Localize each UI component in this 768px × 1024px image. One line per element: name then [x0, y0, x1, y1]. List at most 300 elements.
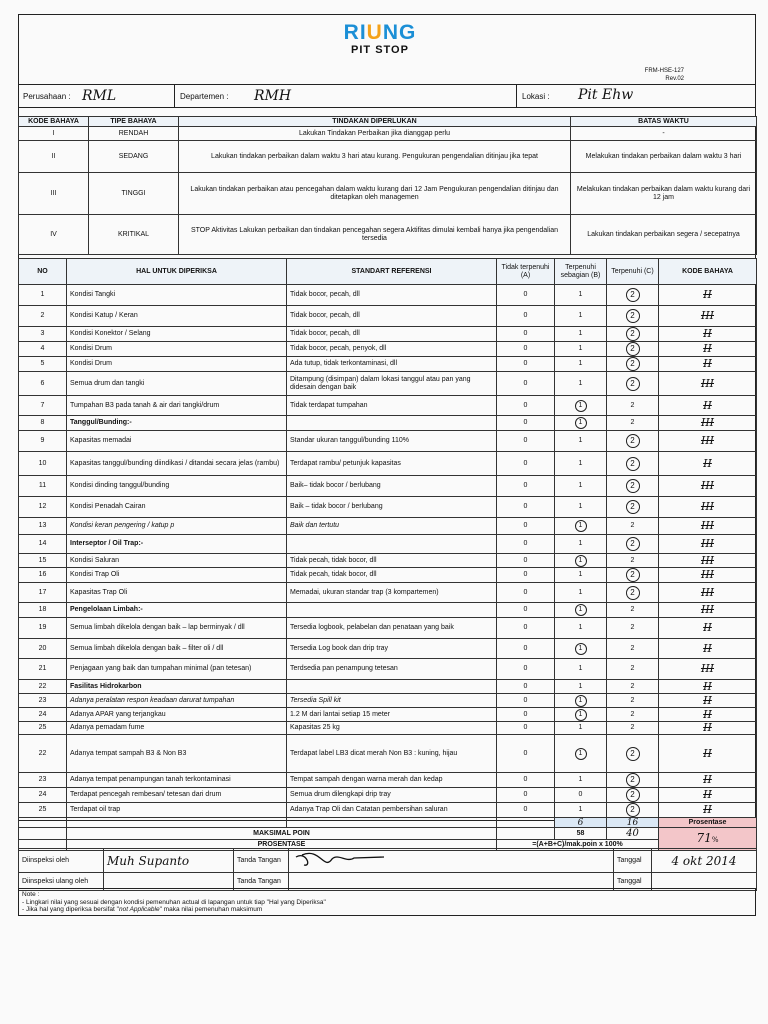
row-hazard-code: II — [659, 773, 757, 788]
selected-score-circle: 2 — [626, 357, 640, 371]
row-hazard-code: II — [659, 639, 757, 659]
row-item: Semua limbah dikelola dengan baik – lap berminyak / dll — [67, 618, 287, 639]
row-hazard-code: II — [659, 342, 757, 357]
row-number: 17 — [19, 583, 67, 603]
row-score-b: 1 — [555, 803, 607, 818]
row-score-c — [607, 327, 659, 342]
row-reference: Adanya Trap Oli dan Catatan pembersihan saluran — [287, 803, 497, 818]
row-item: Adanya pemadam fume — [67, 722, 287, 735]
row-score-c: 2 — [607, 554, 659, 568]
location-label: Lokasi : — [522, 92, 550, 101]
row-item: Kondisi Drum — [67, 342, 287, 357]
row-score-a: 0 — [497, 735, 555, 773]
total-points-value: 40 — [607, 828, 659, 840]
row-hazard-code: III — [659, 306, 757, 327]
totals-row — [19, 818, 757, 828]
checklist-row — [19, 342, 757, 357]
selected-score-circle: 2 — [626, 537, 640, 551]
row-score-b — [555, 603, 607, 618]
checklist-row — [19, 357, 757, 372]
row-number: 2 — [19, 306, 67, 327]
selected-score-circle: 2 — [626, 457, 640, 471]
row-number: 24 — [19, 788, 67, 803]
selected-score-circle: 2 — [626, 288, 640, 302]
row-score-b: 1 — [555, 452, 607, 476]
row-item: Pengelolaan Limbah:- — [67, 603, 287, 618]
selected-score-circle: 2 — [626, 773, 640, 787]
row-score-c — [607, 357, 659, 372]
row-score-b: 1 — [555, 722, 607, 735]
row-score-b: 1 — [555, 583, 607, 603]
row-reference: Tersedia Log book dan drip tray — [287, 639, 497, 659]
row-reference: Tidak pecah, tidak bocor, dll — [287, 554, 497, 568]
row-reference: Tidak pecah, tidak bocor, dll — [287, 568, 497, 583]
row-reference: Tidak bocor, pecah, penyok, dll — [287, 342, 497, 357]
selected-score-circle: 1 — [575, 400, 587, 412]
row-number: 23 — [19, 694, 67, 708]
row-score-c — [607, 497, 659, 518]
row-reference: Baik dan tertutu — [287, 518, 497, 535]
row-score-c: 2 — [607, 694, 659, 708]
row-score-b: 1 — [555, 327, 607, 342]
row-item: Kondisi Penadah Cairan — [67, 497, 287, 518]
row-number: 14 — [19, 535, 67, 554]
row-score-b — [555, 708, 607, 722]
checklist-row — [19, 568, 757, 583]
row-score-b: 1 — [555, 535, 607, 554]
sum-c: 16 — [607, 818, 659, 828]
row-number: 22 — [19, 735, 67, 773]
row-number: 13 — [19, 518, 67, 535]
row-number: 21 — [19, 659, 67, 680]
selected-score-circle: 2 — [626, 377, 640, 391]
row-score-c — [607, 452, 659, 476]
checklist-table — [18, 258, 757, 851]
signoff-table — [18, 848, 757, 891]
checklist-row — [19, 306, 757, 327]
row-reference — [287, 416, 497, 431]
row-hazard-code: II — [659, 694, 757, 708]
row-number: 25 — [19, 722, 67, 735]
row-score-a: 0 — [497, 476, 555, 497]
row-reference: Standar ukuran tanggul/bunding 110% — [287, 431, 497, 452]
checklist-row — [19, 452, 757, 476]
date-label: Tanggal — [614, 849, 652, 873]
selected-score-circle: 1 — [575, 604, 587, 616]
row-number: 11 — [19, 476, 67, 497]
hazard-row: I RENDAH Lakukan Tindakan Perbaikan jika dianggap perlu - — [19, 127, 757, 141]
signature-label: Tanda Tangan — [234, 873, 289, 891]
logo-subtitle: PIT STOP — [351, 44, 409, 56]
selected-score-circle: 2 — [626, 747, 640, 761]
row-score-b — [555, 554, 607, 568]
row-hazard-code: II — [659, 788, 757, 803]
row-hazard-code: III — [659, 659, 757, 680]
row-score-b: 1 — [555, 773, 607, 788]
row-score-c — [607, 773, 659, 788]
notes-box — [18, 888, 756, 916]
row-item: Penjagaan yang baik dan tumpahan minimal (pan tetesan) — [67, 659, 287, 680]
checklist-row — [19, 285, 757, 306]
row-item: Semua drum dan tangki — [67, 372, 287, 396]
row-score-b: 1 — [555, 476, 607, 497]
row-reference: Tidak bocor, pecah, dll — [287, 285, 497, 306]
row-item: Kondisi Tangki — [67, 285, 287, 306]
checklist-row — [19, 603, 757, 618]
row-hazard-code: II — [659, 357, 757, 372]
row-item: Kondisi keran pengering / katup p — [67, 518, 287, 535]
row-score-b — [555, 396, 607, 416]
checklist-row — [19, 694, 757, 708]
hazard-header: TIPE BAHAYA — [89, 117, 179, 127]
row-hazard-code: II — [659, 452, 757, 476]
row-number: 12 — [19, 497, 67, 518]
reinspected-by-label: Diinspeksi ulang oleh — [19, 873, 104, 891]
row-score-a: 0 — [497, 694, 555, 708]
row-item: Adanya APAR yang terjangkau — [67, 708, 287, 722]
row-item: Terdapat oil trap — [67, 803, 287, 818]
row-score-b — [555, 518, 607, 535]
row-hazard-code: II — [659, 735, 757, 773]
row-score-a: 0 — [497, 306, 555, 327]
percentage-header: Prosentase — [659, 818, 757, 828]
row-reference: Tidak bocor, pecah, dll — [287, 327, 497, 342]
percentage-value: 71% — [659, 828, 757, 851]
hazard-header: BATAS WAKTU — [571, 117, 757, 127]
row-score-a: 0 — [497, 372, 555, 396]
row-score-c — [607, 788, 659, 803]
row-score-a: 0 — [497, 680, 555, 694]
row-item: Semua limbah dikelola dengan baik – filter oli / dll — [67, 639, 287, 659]
row-score-c — [607, 431, 659, 452]
row-score-b: 0 — [555, 788, 607, 803]
company-logo: RIUNG PIT STOP — [340, 22, 420, 56]
notes-title: Note : — [22, 891, 40, 898]
selected-score-circle: 2 — [626, 568, 640, 582]
row-score-a: 0 — [497, 583, 555, 603]
row-number: 24 — [19, 708, 67, 722]
selected-score-circle: 2 — [626, 803, 640, 817]
department-label: Departemen : — [180, 92, 229, 101]
row-score-a: 0 — [497, 452, 555, 476]
row-score-a: 0 — [497, 659, 555, 680]
row-reference — [287, 680, 497, 694]
row-item: Kondisi Konektor / Selang — [67, 327, 287, 342]
row-reference: Baik – tidak bocor / berlubang — [287, 497, 497, 518]
checklist-row — [19, 618, 757, 639]
row-score-c — [607, 306, 659, 327]
checklist-row — [19, 803, 757, 818]
row-score-c: 2 — [607, 639, 659, 659]
checklist-row — [19, 396, 757, 416]
row-number: 4 — [19, 342, 67, 357]
hazard-header: KODE BAHAYA — [19, 117, 89, 127]
inspected-row — [19, 849, 757, 873]
row-score-a: 0 — [497, 497, 555, 518]
checklist-row — [19, 708, 757, 722]
signature-label: Tanda Tangan — [234, 849, 289, 873]
col-hazard-code: KODE BAHAYA — [659, 259, 757, 285]
row-score-c: 2 — [607, 396, 659, 416]
notes-line: - Lingkari nilai yang sesuai dengan kondisi pemenuhan actual di lapangan untuk tiap "Hal yang Diperiksa" — [22, 898, 326, 906]
row-hazard-code: II — [659, 327, 757, 342]
row-score-a: 0 — [497, 722, 555, 735]
col-not-met: Tidak terpenuhi (A) — [497, 259, 555, 285]
selected-score-circle: 2 — [626, 327, 640, 341]
row-score-c — [607, 285, 659, 306]
hazard-row: II SEDANG Lakukan tindakan perbaikan dalam waktu 3 hari atau kurang. Pengukuran pengendalian ditinjau jika tepat Melakukan tindakan perbaikan dalam waktu 3 hari — [19, 141, 757, 173]
selected-score-circle: 1 — [575, 748, 587, 760]
row-score-c: 2 — [607, 618, 659, 639]
selected-score-circle: 2 — [626, 479, 640, 493]
row-hazard-code: II — [659, 396, 757, 416]
row-score-a: 0 — [497, 431, 555, 452]
row-item: Kondisi Drum — [67, 357, 287, 372]
row-score-b: 1 — [555, 372, 607, 396]
hazard-header: TINDAKAN DIPERLUKAN — [179, 117, 571, 127]
selected-score-circle: 2 — [626, 500, 640, 514]
checklist-row — [19, 773, 757, 788]
row-score-a: 0 — [497, 327, 555, 342]
row-score-b: 1 — [555, 680, 607, 694]
row-score-c: 2 — [607, 708, 659, 722]
row-score-c — [607, 342, 659, 357]
row-score-a: 0 — [497, 639, 555, 659]
col-met: Terpenuhi (C) — [607, 259, 659, 285]
checklist-row — [19, 497, 757, 518]
checklist-row — [19, 535, 757, 554]
row-item: Adanya tempat sampah B3 & Non B3 — [67, 735, 287, 773]
row-score-c — [607, 583, 659, 603]
checklist-row — [19, 416, 757, 431]
col-reference: STANDART REFERENSI — [287, 259, 497, 285]
row-hazard-code: III — [659, 583, 757, 603]
row-score-b — [555, 735, 607, 773]
selected-score-circle: 2 — [626, 434, 640, 448]
row-item: Adanya tempat penampungan tanah terkontaminasi — [67, 773, 287, 788]
date-label: Tanggal — [614, 873, 652, 891]
checklist-row — [19, 518, 757, 535]
row-score-b: 1 — [555, 659, 607, 680]
row-hazard-code: II — [659, 285, 757, 306]
row-hazard-code: III — [659, 603, 757, 618]
row-reference: Terdsedia pan penampung tetesan — [287, 659, 497, 680]
row-score-c — [607, 568, 659, 583]
selected-score-circle: 2 — [626, 788, 640, 802]
row-score-a: 0 — [497, 342, 555, 357]
row-score-c — [607, 535, 659, 554]
row-reference: Baik– tidak bocor / berlubang — [287, 476, 497, 497]
row-number: 9 — [19, 431, 67, 452]
date-value: 4 okt 2014 — [652, 849, 757, 873]
row-score-c: 2 — [607, 722, 659, 735]
row-reference: Ada tutup, tidak terkontaminasi, dll — [287, 357, 497, 372]
row-score-a: 0 — [497, 416, 555, 431]
row-item: Kapasitas tanggul/bunding diindikasi / ditandai secara jelas (rambu) — [67, 452, 287, 476]
row-score-b: 1 — [555, 568, 607, 583]
row-score-a: 0 — [497, 396, 555, 416]
row-hazard-code: III — [659, 476, 757, 497]
row-score-c: 2 — [607, 603, 659, 618]
row-score-a: 0 — [497, 285, 555, 306]
row-number: 23 — [19, 773, 67, 788]
row-score-a: 0 — [497, 603, 555, 618]
row-hazard-code: III — [659, 568, 757, 583]
checklist-row — [19, 554, 757, 568]
header-info-row — [18, 84, 756, 108]
row-score-b: 1 — [555, 431, 607, 452]
checklist-row — [19, 735, 757, 773]
hazard-row: III TINGGI Lakukan tindakan perbaikan atau pencegahan dalam waktu kurang dari 12 Jam Pengukuran pengendalian ditinjau dan ditetapkan oleh managemen Melakukan tindakan perbaikan dalam waktu kurang dari 12 jam — [19, 173, 757, 215]
form-number: FRM-HSE-127 Rev.02 — [644, 68, 684, 82]
row-score-a: 0 — [497, 568, 555, 583]
row-score-b: 1 — [555, 357, 607, 372]
row-number: 20 — [19, 639, 67, 659]
percentage-label: PROSENTASE — [67, 840, 497, 851]
row-score-a: 0 — [497, 518, 555, 535]
row-score-b: 1 — [555, 285, 607, 306]
row-score-a: 0 — [497, 788, 555, 803]
checklist-row — [19, 327, 757, 342]
checklist-row — [19, 722, 757, 735]
row-score-a: 0 — [497, 357, 555, 372]
checklist-row — [19, 680, 757, 694]
row-number: 18 — [19, 603, 67, 618]
selected-score-circle: 1 — [575, 643, 587, 655]
row-number: 3 — [19, 327, 67, 342]
row-item: Tanggul/Bunding:- — [67, 416, 287, 431]
selected-score-circle: 2 — [626, 586, 640, 600]
row-hazard-code: II — [659, 708, 757, 722]
selected-score-circle: 1 — [575, 709, 587, 721]
row-hazard-code: II — [659, 618, 757, 639]
signature-image — [289, 849, 614, 873]
row-hazard-code: III — [659, 535, 757, 554]
row-score-c — [607, 803, 659, 818]
row-score-a: 0 — [497, 535, 555, 554]
sum-b: 6 — [555, 818, 607, 828]
row-score-c — [607, 372, 659, 396]
row-score-a: 0 — [497, 803, 555, 818]
checklist-header-row — [19, 259, 757, 285]
row-score-c: 2 — [607, 659, 659, 680]
row-hazard-code: III — [659, 372, 757, 396]
row-item: Kondisi dinding tanggul/bunding — [67, 476, 287, 497]
checklist-row — [19, 788, 757, 803]
max-points-label: MAKSIMAL POIN — [67, 828, 497, 840]
row-score-b — [555, 639, 607, 659]
row-number: 6 — [19, 372, 67, 396]
row-score-c: 2 — [607, 680, 659, 694]
company-label: Perusahaan : — [23, 92, 71, 101]
row-score-c: 2 — [607, 416, 659, 431]
row-score-c: 2 — [607, 518, 659, 535]
selected-score-circle: 1 — [575, 417, 587, 429]
row-item: Adanya peralatan respon keadaan darurat tumpahan — [67, 694, 287, 708]
row-item: Kondisi Katup / Keran — [67, 306, 287, 327]
percentage-formula: =(A+B+C)/mak.poin x 100% — [497, 840, 659, 851]
company-value: RML — [82, 88, 117, 104]
row-reference: Tersedia Spill kit — [287, 694, 497, 708]
max-points-row — [19, 828, 757, 840]
row-reference: Tidak terdapat tumpahan — [287, 396, 497, 416]
row-item: Interseptor / Oil Trap:- — [67, 535, 287, 554]
row-hazard-code: II — [659, 680, 757, 694]
row-score-b: 1 — [555, 497, 607, 518]
row-reference: Terdapat label LB3 dicat merah Non B3 : kuning, hijau — [287, 735, 497, 773]
row-reference: 1.2 M dari lantai setiap 15 meter — [287, 708, 497, 722]
row-score-a: 0 — [497, 773, 555, 788]
row-hazard-code: III — [659, 497, 757, 518]
checklist-row — [19, 431, 757, 452]
col-item: HAL UNTUK DIPERIKSA — [67, 259, 287, 285]
row-hazard-code: III — [659, 554, 757, 568]
notes-line: - Jika hal yang diperiksa bersifat "not Applicable" maka nilai pemenuhan maksimum — [22, 906, 263, 913]
hazard-row: IV KRITIKAL STOP Aktivitas Lakukan perbaikan dan tindakan pencegahan segera Aktifitas dimulai kembali hanya jika pengendalian tersedia Lakukan tindakan perbaikan segera / secepatnya — [19, 215, 757, 255]
col-partially-met: Terpenuhi sebagian (B) — [555, 259, 607, 285]
selected-score-circle: 1 — [575, 695, 587, 707]
row-hazard-code: II — [659, 803, 757, 818]
row-number: 1 — [19, 285, 67, 306]
inspected-by-label: Diinspeksi oleh — [19, 849, 104, 873]
row-reference: Tersedia logbook, pelabelan dan penataan yang baik — [287, 618, 497, 639]
row-number: 16 — [19, 568, 67, 583]
row-score-b: 1 — [555, 618, 607, 639]
row-reference: Memadai, ukuran standar trap (3 kompartemen) — [287, 583, 497, 603]
checklist-row — [19, 372, 757, 396]
row-number: 8 — [19, 416, 67, 431]
row-number: 5 — [19, 357, 67, 372]
row-item: Terdapat pencegah rembesan/ tetesan dari drum — [67, 788, 287, 803]
row-hazard-code: III — [659, 431, 757, 452]
checklist-row — [19, 639, 757, 659]
row-score-b: 1 — [555, 342, 607, 357]
row-reference: Tempat sampah dengan warna merah dan kedap — [287, 773, 497, 788]
row-number: 10 — [19, 452, 67, 476]
selected-score-circle: 2 — [626, 309, 640, 323]
row-score-b — [555, 694, 607, 708]
row-number: 22 — [19, 680, 67, 694]
row-reference: Terdapat rambu/ petunjuk kapasitas — [287, 452, 497, 476]
inspector-name: Muh Supanto — [104, 849, 234, 873]
hazard-code-table — [18, 116, 757, 255]
checklist-row — [19, 583, 757, 603]
row-number: 19 — [19, 618, 67, 639]
row-score-c — [607, 735, 659, 773]
row-score-a: 0 — [497, 708, 555, 722]
location-value: Pit Ehw — [578, 87, 634, 103]
row-reference — [287, 535, 497, 554]
department-value: RMH — [254, 88, 292, 104]
row-reference: Tidak bocor, pecah, dll — [287, 306, 497, 327]
row-hazard-code: III — [659, 518, 757, 535]
row-hazard-code: II — [659, 722, 757, 735]
selected-score-circle: 1 — [575, 555, 587, 567]
row-item: Kapasitas Trap Oli — [67, 583, 287, 603]
row-number: 15 — [19, 554, 67, 568]
row-score-a: 0 — [497, 554, 555, 568]
row-score-b: 1 — [555, 306, 607, 327]
selected-score-circle: 2 — [626, 342, 640, 356]
row-item: Kondisi Trap Oli — [67, 568, 287, 583]
checklist-row — [19, 659, 757, 680]
max-points-value: 58 — [555, 828, 607, 840]
row-item: Kondisi Saluran — [67, 554, 287, 568]
checklist-row — [19, 476, 757, 497]
row-score-c — [607, 476, 659, 497]
row-hazard-code: III — [659, 416, 757, 431]
col-no: NO — [19, 259, 67, 285]
